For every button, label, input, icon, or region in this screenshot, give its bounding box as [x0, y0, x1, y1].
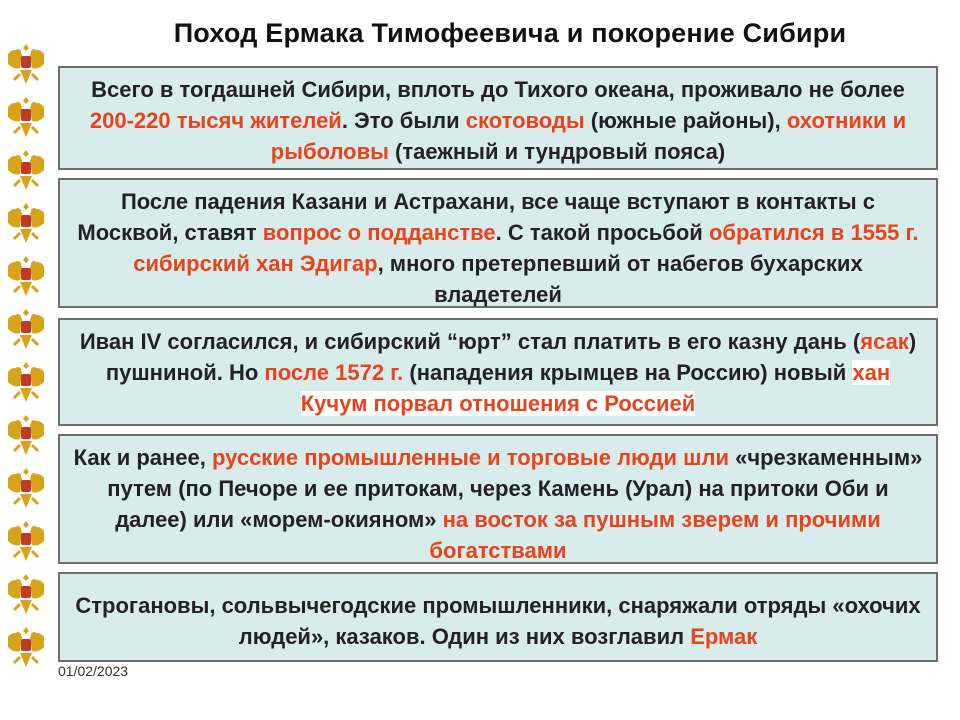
slide-title: Поход Ермака Тимофеевича и покорение Сибири — [173, 18, 847, 48]
double-headed-eagle-icon — [4, 570, 48, 620]
body-text: . Это были — [341, 108, 466, 133]
double-headed-eagle-icon — [4, 411, 48, 461]
double-headed-eagle-icon — [4, 199, 48, 249]
body-text: . С такой просьбой — [495, 220, 709, 245]
body-text: Иван IV согласился, и сибирский “юрт” стал платить в его казну дань ( — [79, 329, 861, 354]
double-headed-eagle-icon — [4, 93, 48, 143]
double-headed-eagle-icon — [4, 146, 48, 196]
body-text: Строгановы, сольвычегодские промышленники, снаряжали отряды «охочих людей», казаков. Один из них возглавил — [75, 593, 921, 649]
double-headed-eagle-icon — [4, 358, 48, 408]
highlighted-text: скотоводы — [465, 108, 585, 133]
info-box-1 — [58, 66, 938, 170]
double-headed-eagle-icon — [4, 40, 48, 90]
highlighted-text: 200-220 тысяч жителей — [89, 108, 342, 133]
highlighted-text: на восток за пушным зверем и прочими богатствами — [429, 507, 881, 563]
info-box-3 — [58, 318, 938, 426]
body-text: (таежный и тундровый пояса) — [388, 139, 726, 164]
body-text: После падения Казани и Астрахани, все чаще вступают в контакты с Москвой, ставят — [77, 189, 876, 245]
info-box-5 — [58, 572, 938, 662]
body-text: (нападения крымцев на Россию) новый — [403, 360, 853, 385]
double-headed-eagle-icon — [4, 305, 48, 355]
body-text: «чрезкаменным» путем (по Печоре и ее притокам, через Камень (Урал) на притоки Оби и далее) или «морем-окияном» — [107, 445, 923, 532]
highlighted-text: обратился в 1555 г. сибирский хан Эдигар — [133, 220, 919, 276]
body-text: ) пушниной. Но — [105, 329, 917, 385]
highlighted-text: после 1572 г. — [264, 360, 404, 385]
info-box-4 — [58, 434, 938, 564]
body-text: (южные районы), — [584, 108, 787, 133]
highlighted-text: русские промышленные и торговые люди шли — [212, 445, 729, 470]
emblem-strip — [0, 40, 52, 680]
info-box-2 — [58, 178, 938, 308]
double-headed-eagle-icon — [4, 517, 48, 567]
double-headed-eagle-icon — [4, 464, 48, 514]
highlighted-text: хан Кучум порвал отношения с Россией — [300, 360, 891, 416]
double-headed-eagle-icon — [4, 252, 48, 302]
double-headed-eagle-icon — [4, 623, 48, 673]
body-text: Как и ранее, — [73, 445, 212, 470]
body-text: , много претерпевший от набегов бухарских владетелей — [377, 251, 863, 307]
highlighted-text: ясак — [860, 329, 909, 354]
highlighted-text: Ермак — [690, 624, 758, 649]
body-text: Всего в тогдашней Сибири, вплоть до Тихого океана, проживало не более — [91, 77, 905, 102]
slide-date: 01/02/2023 — [58, 663, 129, 679]
highlighted-text: вопрос о подданстве — [262, 220, 496, 245]
highlighted-text: охотники и рыболовы — [270, 108, 907, 164]
